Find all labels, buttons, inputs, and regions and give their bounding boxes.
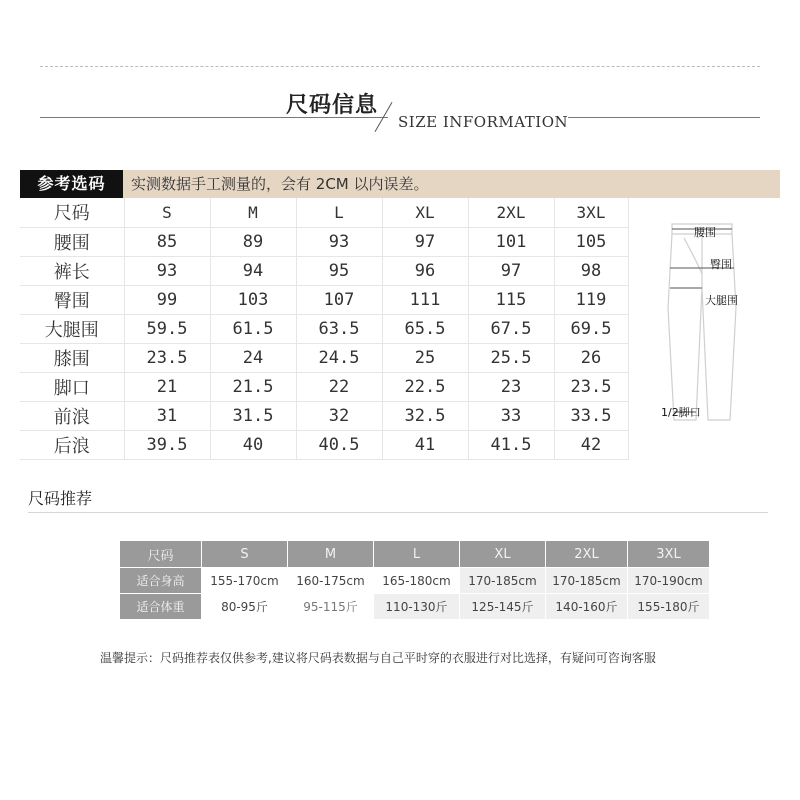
recommend-header-cell: 2XL xyxy=(546,541,628,568)
table-cell: 93 xyxy=(296,227,382,256)
size-table-row xyxy=(20,401,628,430)
row-label: 臀围 xyxy=(20,285,124,314)
recommend-header-cell: 3XL xyxy=(628,541,710,568)
table-cell: 97 xyxy=(382,227,468,256)
size-table-row xyxy=(20,343,628,372)
table-cell: 170-185cm xyxy=(460,568,546,594)
table-cell: 21.5 xyxy=(210,372,296,401)
row-label: 脚口 xyxy=(20,372,124,401)
size-table-row xyxy=(20,285,628,314)
table-cell: 115 xyxy=(468,285,554,314)
recommend-header-cell: L xyxy=(374,541,460,568)
table-cell: 110-130斤 xyxy=(374,594,460,620)
table-cell: 65.5 xyxy=(382,314,468,343)
recommend-header-label: 尺码 xyxy=(120,541,202,568)
size-header-cell: M xyxy=(210,198,296,227)
size-header-cell: S xyxy=(124,198,210,227)
row-label: 前浪 xyxy=(20,401,124,430)
table-cell: 23.5 xyxy=(124,343,210,372)
table-cell: 25.5 xyxy=(468,343,554,372)
row-label: 后浪 xyxy=(20,430,124,459)
table-cell: 95-115斤 xyxy=(288,594,374,620)
table-cell: 41 xyxy=(382,430,468,459)
table-cell: 22.5 xyxy=(382,372,468,401)
size-header-cell: 3XL xyxy=(554,198,628,227)
recommend-row-height xyxy=(120,568,710,594)
table-cell: 32 xyxy=(296,401,382,430)
table-cell: 25 xyxy=(382,343,468,372)
size-header-cell: L xyxy=(296,198,382,227)
recommend-title: 尺码推荐 xyxy=(28,489,93,508)
table-cell: 42 xyxy=(554,430,628,459)
size-header-cell: XL xyxy=(382,198,468,227)
table-cell: 40.5 xyxy=(296,430,382,459)
table-cell: 85 xyxy=(124,227,210,256)
table-cell: 107 xyxy=(296,285,382,314)
table-cell: 125-145斤 xyxy=(460,594,546,620)
row-label: 腰围 xyxy=(20,227,124,256)
table-cell: 103 xyxy=(210,285,296,314)
table-cell: 67.5 xyxy=(468,314,554,343)
table-cell: 59.5 xyxy=(124,314,210,343)
table-cell: 105 xyxy=(554,227,628,256)
table-cell: 31 xyxy=(124,401,210,430)
table-cell: 23 xyxy=(468,372,554,401)
table-cell: 39.5 xyxy=(124,430,210,459)
table-cell: 95 xyxy=(296,256,382,285)
recommend-row-weight xyxy=(120,594,710,620)
recommend-divider xyxy=(28,512,768,513)
size-table-header-row xyxy=(20,198,628,227)
table-cell: 31.5 xyxy=(210,401,296,430)
row-label: 大腿围 xyxy=(20,314,124,343)
table-cell: 98 xyxy=(554,256,628,285)
table-cell: 89 xyxy=(210,227,296,256)
table-cell: 69.5 xyxy=(554,314,628,343)
table-cell: 21 xyxy=(124,372,210,401)
recommend-header-cell: S xyxy=(202,541,288,568)
size-table-row xyxy=(20,372,628,401)
recommend-table xyxy=(120,541,710,620)
recommend-row-label: 适合体重 xyxy=(120,594,202,620)
table-cell: 93 xyxy=(124,256,210,285)
table-cell: 63.5 xyxy=(296,314,382,343)
size-table-row xyxy=(20,227,628,256)
table-cell: 94 xyxy=(210,256,296,285)
diagram-label-hem: 1/2脚口 xyxy=(661,406,701,419)
page-title: 尺码信息 xyxy=(286,93,379,118)
reference-note: 实测数据手工测量的，会有 2CM 以内误差。 xyxy=(131,175,429,193)
diagram-label-hip: 臀围 xyxy=(710,258,732,271)
size-header-cell: 2XL xyxy=(468,198,554,227)
table-cell: 101 xyxy=(468,227,554,256)
table-cell: 22 xyxy=(296,372,382,401)
title-rule-right xyxy=(568,117,760,118)
reference-tag: 参考选码 xyxy=(20,170,123,198)
table-cell: 32.5 xyxy=(382,401,468,430)
table-cell: 96 xyxy=(382,256,468,285)
diagram-label-waist: 腰围 xyxy=(694,226,716,239)
recommend-header-cell: M xyxy=(288,541,374,568)
table-cell: 33 xyxy=(468,401,554,430)
table-cell: 170-190cm xyxy=(628,568,710,594)
page-title-english: SIZE INFORMATION xyxy=(398,113,569,131)
table-cell: 155-170cm xyxy=(202,568,288,594)
row-label: 裤长 xyxy=(20,256,124,285)
size-table-row xyxy=(20,256,628,285)
table-cell: 41.5 xyxy=(468,430,554,459)
warm-tip: 温馨提示：尺码推荐表仅供参考,建议将尺码表数据与自己平时穿的衣服进行对比选择，有疑问可咨询客服 xyxy=(100,651,656,665)
table-cell: 33.5 xyxy=(554,401,628,430)
recommend-row-label: 适合身高 xyxy=(120,568,202,594)
table-cell: 160-175cm xyxy=(288,568,374,594)
table-cell: 26 xyxy=(554,343,628,372)
table-cell: 40 xyxy=(210,430,296,459)
top-dashed-divider xyxy=(40,66,760,67)
size-table-row xyxy=(20,314,628,343)
table-cell: 80-95斤 xyxy=(202,594,288,620)
diagram-label-thigh: 大腿围 xyxy=(705,294,738,307)
table-cell: 23.5 xyxy=(554,372,628,401)
table-cell: 165-180cm xyxy=(374,568,460,594)
size-table xyxy=(20,198,629,460)
table-cell: 24.5 xyxy=(296,343,382,372)
table-cell: 61.5 xyxy=(210,314,296,343)
table-cell: 24 xyxy=(210,343,296,372)
table-cell: 111 xyxy=(382,285,468,314)
row-label: 膝围 xyxy=(20,343,124,372)
size-table-row xyxy=(20,430,628,459)
table-cell: 140-160斤 xyxy=(546,594,628,620)
table-cell: 170-185cm xyxy=(546,568,628,594)
recommend-header-cell: XL xyxy=(460,541,546,568)
recommend-header-row xyxy=(120,541,710,568)
pants-diagram xyxy=(628,198,780,450)
table-cell: 97 xyxy=(468,256,554,285)
table-cell: 99 xyxy=(124,285,210,314)
table-cell: 119 xyxy=(554,285,628,314)
size-header-label: 尺码 xyxy=(20,198,124,227)
table-cell: 155-180斤 xyxy=(628,594,710,620)
